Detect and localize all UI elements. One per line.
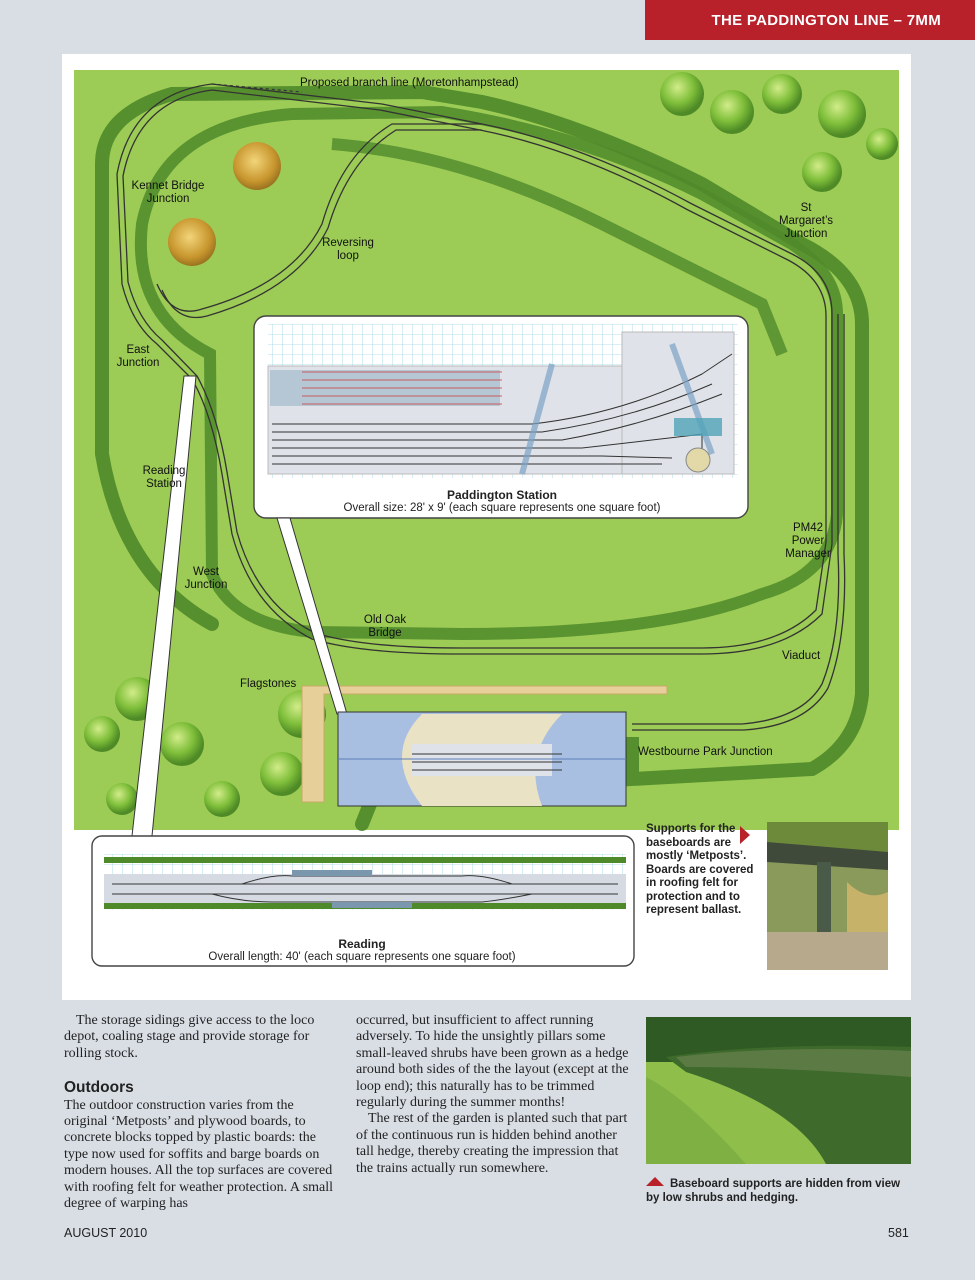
label-branch-line: Proposed branch line (Moretonhampstead) <box>300 77 519 89</box>
article-column-1 <box>64 1013 340 1212</box>
label-kennet-bridge: Kennet Bridge Junction <box>131 180 205 205</box>
label-st-margarets: St Margaret’s Junction <box>778 202 834 240</box>
section-heading-outdoors: Outdoors <box>64 1079 134 1097</box>
section-header: THE PADDINGTON LINE – 7MM <box>645 0 975 40</box>
article-paragraph: The outdoor construction varies from the original ‘Metposts’ and plywood boards, to concrete blocks topped by plastic boards: the type now used for soffits and barge boards on modern houses. All the top surfaces are covered with roofing felt for weather protection. A small degree of warping has <box>64 1097 334 1212</box>
footer-date: AUGUST 2010 <box>64 1226 148 1240</box>
label-west-junction: West Junction <box>184 566 228 591</box>
reading-subtitle: Overall length: 40' (each square represents one square foot) <box>208 951 516 963</box>
supports-caption: Supports for the baseboards are mostly ‘Metposts’. Boards are covered in roofing felt for protection and to represent ballast. <box>646 823 754 916</box>
photo-caption <box>646 1177 914 1205</box>
staging-inset <box>338 712 626 806</box>
label-east-junction: East Junction <box>116 344 160 369</box>
label-reversing-loop: Reversing loop <box>322 237 374 262</box>
label-viaduct: Viaduct <box>782 650 821 662</box>
metpost-photo <box>767 822 888 970</box>
paddington-caption <box>262 489 742 515</box>
label-westbourne: Westbourne Park Junction <box>638 746 773 758</box>
photo-caption-text: Baseboard supports are hidden from view by low shrubs and hedging. <box>646 1178 901 1204</box>
label-flagstones: Flagstones <box>240 678 297 690</box>
hedge-photo <box>646 1017 911 1164</box>
label-pm42: PM42 Power Manager <box>785 522 831 560</box>
caption-triangle-icon <box>646 1177 664 1186</box>
paddington-title: Paddington Station <box>447 488 557 502</box>
article-paragraph: The storage sidings give access to the loco depot, coaling stage and provide storage for rolling stock. <box>64 1013 315 1061</box>
article-paragraph: occurred, but insufficient to affect running adversely. To hide the unsightly pillars some small-leaved shrubs have been grown as a hedge around both sides of the the layout (except at the loop end); this naturally has to be trimmed regularly during the summer months! <box>356 1013 629 1111</box>
reading-caption <box>102 938 622 964</box>
caption-arrow-icon <box>740 826 750 844</box>
label-reading-station: Reading Station <box>142 465 186 490</box>
article-paragraph: The rest of the garden is planted such that part of the continuous run is hidden behind another tall hedge, thereby creating the impression that the trains actually run somewhere. <box>356 1111 628 1176</box>
page-number: 581 <box>888 1226 909 1240</box>
label-old-oak-bridge: Old Oak Bridge <box>363 614 407 639</box>
article-column-2 <box>356 1013 632 1177</box>
paddington-subtitle: Overall size: 28' x 9' (each square represents one square foot) <box>343 502 661 514</box>
reading-title: Reading <box>338 937 386 951</box>
